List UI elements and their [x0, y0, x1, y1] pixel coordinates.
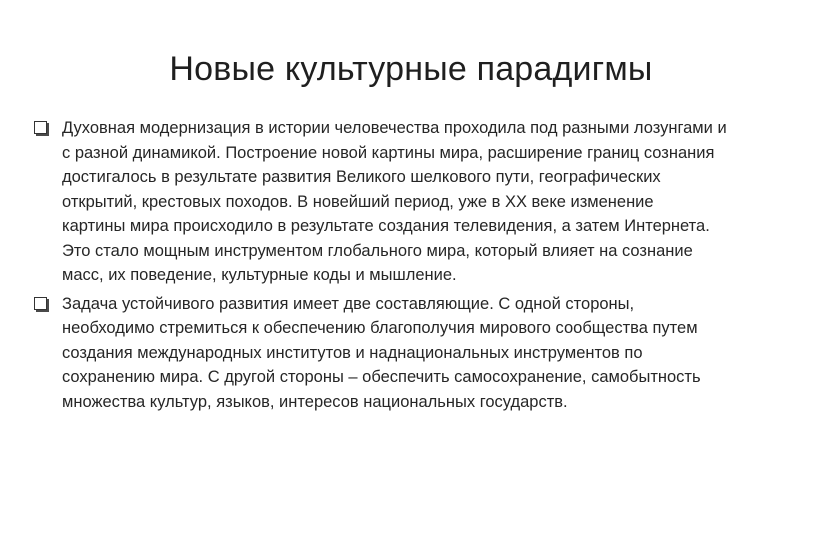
text-line: необходимо стремиться к обеспечению благополучия мирового сообщества путем: [62, 319, 698, 337]
bullet-item-2: [32, 292, 792, 415]
bullet-item-1: [32, 116, 792, 288]
hollow-square-bullet-icon: [34, 121, 47, 134]
text-line: картины мира происходило в результате создания телевидения, а затем Интернета.: [62, 217, 710, 235]
slide-title: Новые культурные парадигмы: [169, 50, 653, 88]
text-line: сохранению мира. С другой стороны – обеспечить самосохранение, самобытность: [62, 368, 701, 386]
text-line: масс, их поведение, культурные коды и мышление.: [62, 266, 457, 284]
hollow-square-bullet-icon: [34, 297, 47, 310]
text-line: множества культур, языков, интересов национальных государств.: [62, 392, 568, 411]
text-line: создания международных институтов и наднациональных инструментов по: [62, 343, 643, 362]
text-line: Задача устойчивого развития имеет две составляющие. С одной стороны,: [62, 294, 635, 313]
bullet-text-1: [62, 116, 792, 288]
text-line: Это стало мощным инструментом глобального мира, который влияет на сознание: [62, 241, 693, 260]
text-line: достигалось в результате развития Великого шелкового пути, географических: [62, 168, 661, 186]
bullet-text-2: [62, 292, 792, 415]
text-line: открытий, крестовых походов. В новейший период, уже в XX веке изменение: [62, 192, 654, 211]
text-line: Духовная модернизация в истории человечества проходила под разными лозунгами и: [62, 119, 727, 137]
text-line: с разной динамикой. Построение новой картины мира, расширение границ сознания: [62, 143, 715, 162]
slide-content: [32, 116, 792, 418]
